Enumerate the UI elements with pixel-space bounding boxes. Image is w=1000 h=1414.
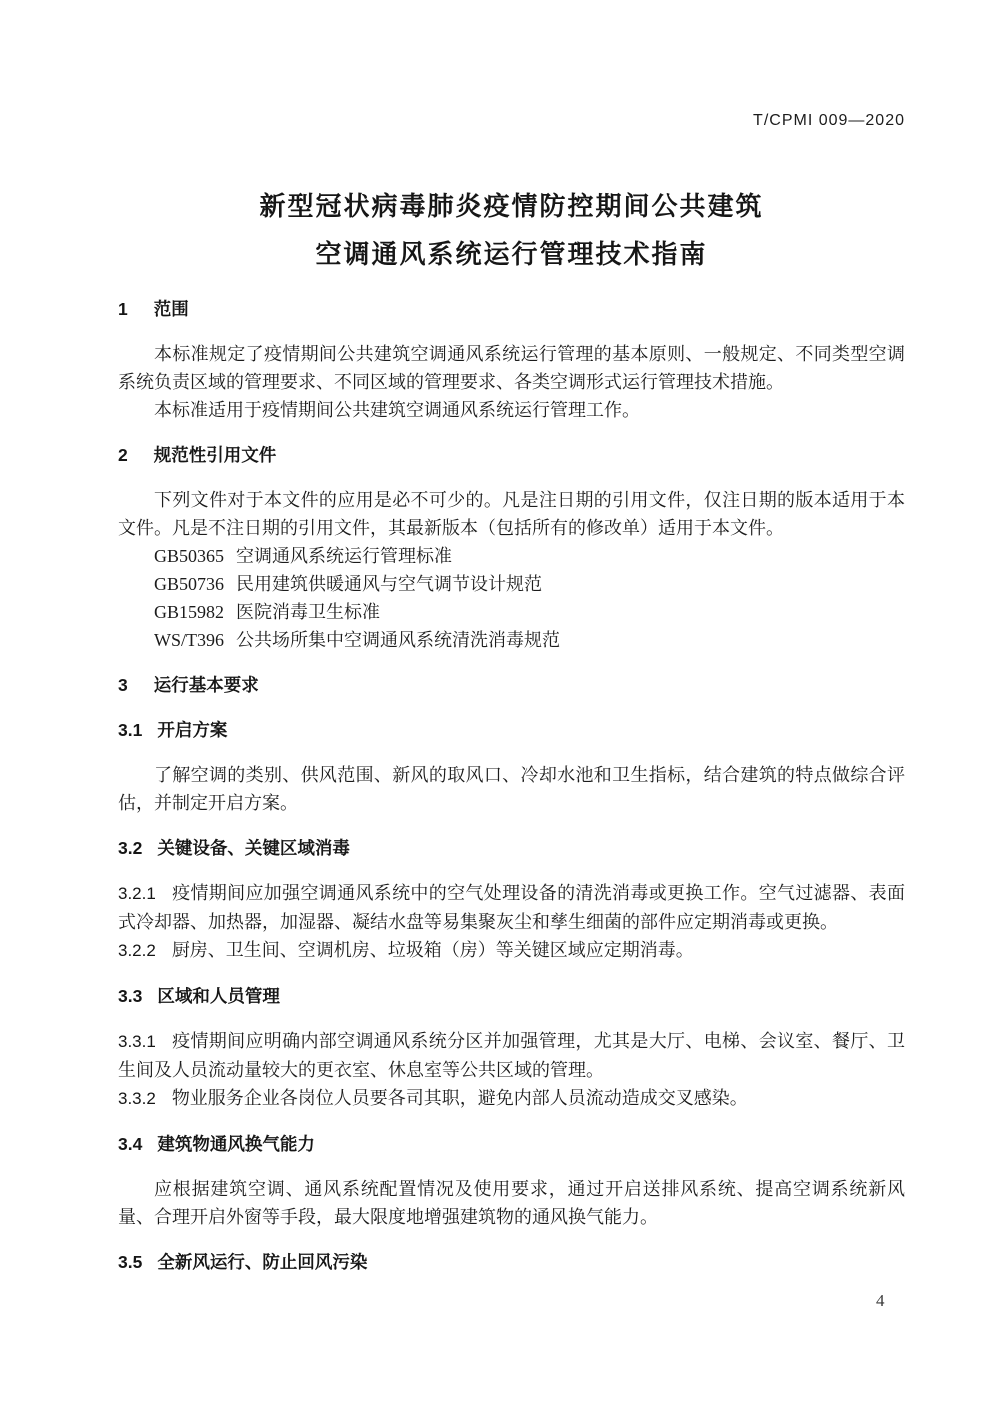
reference-code: GB50736	[154, 574, 225, 594]
section-title: 开启方案	[157, 720, 228, 740]
section-heading-3-1	[118, 716, 905, 744]
clause-number: 3.3.2	[118, 1089, 156, 1108]
section-number: 3.2	[118, 838, 143, 858]
section-title: 规范性引用文件	[153, 445, 277, 465]
clause-text: 疫情期间应加强空调通风系统中的空气处理设备的清洗消毒或更换工作。空气过滤器、表面式冷却器、加热器，加湿器、凝结水盘等易集聚灰尘和孳生细菌的部件应定期消毒或更换。	[118, 883, 905, 932]
clause-3-3-1	[118, 1027, 905, 1084]
reference-code: GB50365	[154, 546, 225, 566]
reference-title: 公共场所集中空调通风系统清洗消毒规范	[236, 630, 560, 650]
reference-item	[154, 570, 905, 598]
section-title: 区域和人员管理	[157, 986, 280, 1006]
reference-title: 民用建筑供暖通风与空气调节设计规范	[236, 574, 543, 594]
paragraph: 本标准规定了疫情期间公共建筑空调通风系统运行管理的基本原则、一般规定、不同类型空调系统负责区域的管理要求、不同区域的管理要求、各类空调形式运行管理技术措施。	[118, 344, 905, 392]
section-number: 3.3	[118, 986, 143, 1006]
section-heading-1	[118, 295, 905, 323]
section-number: 3	[118, 675, 128, 695]
reference-item	[154, 626, 905, 654]
paragraph: 本标准适用于疫情期间公共建筑空调通风系统运行管理工作。	[154, 400, 640, 420]
clause-text: 厨房、卫生间、空调机房、垃圾箱（房）等关键区域应定期消毒。	[171, 940, 694, 960]
document-body	[118, 295, 905, 1276]
clause-3-2-2	[118, 936, 905, 965]
reference-title: 医院消毒卫生标准	[236, 602, 381, 622]
section-number: 3.5	[118, 1252, 143, 1272]
clause-3-2-1	[118, 879, 905, 936]
section-heading-2	[118, 441, 905, 469]
reference-item	[154, 598, 905, 626]
clause-3-3-2	[118, 1084, 905, 1113]
section-number: 1	[118, 299, 128, 319]
section-title: 全新风运行、防止回风污染	[157, 1252, 368, 1272]
page-number: 4	[876, 1291, 885, 1310]
paragraph: 下列文件对于本文件的应用是必不可少的。凡是注日期的引用文件，仅注日期的版本适用于本文件。凡是不注日期的引用文件，其最新版本（包括所有的修改单）适用于本文件。	[118, 490, 905, 538]
clause-number: 3.2.1	[118, 884, 156, 903]
doc-code: T/CPMI 009—2020	[753, 112, 905, 129]
section-number: 3.4	[118, 1134, 143, 1154]
reference-item	[154, 542, 905, 570]
section-number: 3.1	[118, 720, 143, 740]
section-heading-3-3	[118, 982, 905, 1010]
clause-number: 3.2.2	[118, 941, 156, 960]
clause-number: 3.3.1	[118, 1032, 156, 1051]
reference-title: 空调通风系统运行管理标准	[236, 546, 453, 566]
section-title: 建筑物通风换气能力	[157, 1134, 315, 1154]
section-heading-3-4	[118, 1130, 905, 1158]
section-heading-3-5	[118, 1248, 905, 1276]
clause-text: 物业服务企业各岗位人员要各司其职，避免内部人员流动造成交叉感染。	[171, 1088, 748, 1108]
paragraph: 应根据建筑空调、通风系统配置情况及使用要求，通过开启送排风系统、提高空调系统新风量、合理开启外窗等手段，最大限度地增强建筑物的通风换气能力。	[118, 1179, 905, 1227]
section-title: 范围	[153, 299, 189, 319]
doc-title	[118, 182, 905, 278]
clause-text: 疫情期间应明确内部空调通风系统分区并加强管理，尤其是大厅、电梯、会议室、餐厅、卫生间及人员流动量较大的更衣室、休息室等公共区域的管理。	[118, 1031, 905, 1080]
section-title: 关键设备、关键区域消毒	[157, 838, 350, 858]
reference-code: GB15982	[154, 602, 225, 622]
section-number: 2	[118, 445, 128, 465]
section-heading-3-2	[118, 834, 905, 862]
paragraph: 了解空调的类别、供风范围、新风的取风口、冷却水池和卫生指标，结合建筑的特点做综合评估，并制定开启方案。	[118, 765, 905, 813]
reference-code: WS/T396	[154, 630, 224, 650]
doc-title-line1: 新型冠状病毒肺炎疫情防控期间公共建筑	[259, 191, 764, 221]
doc-title-line2: 空调通风系统运行管理技术指南	[315, 239, 708, 269]
section-title: 运行基本要求	[153, 675, 259, 695]
section-heading-3	[118, 671, 905, 699]
